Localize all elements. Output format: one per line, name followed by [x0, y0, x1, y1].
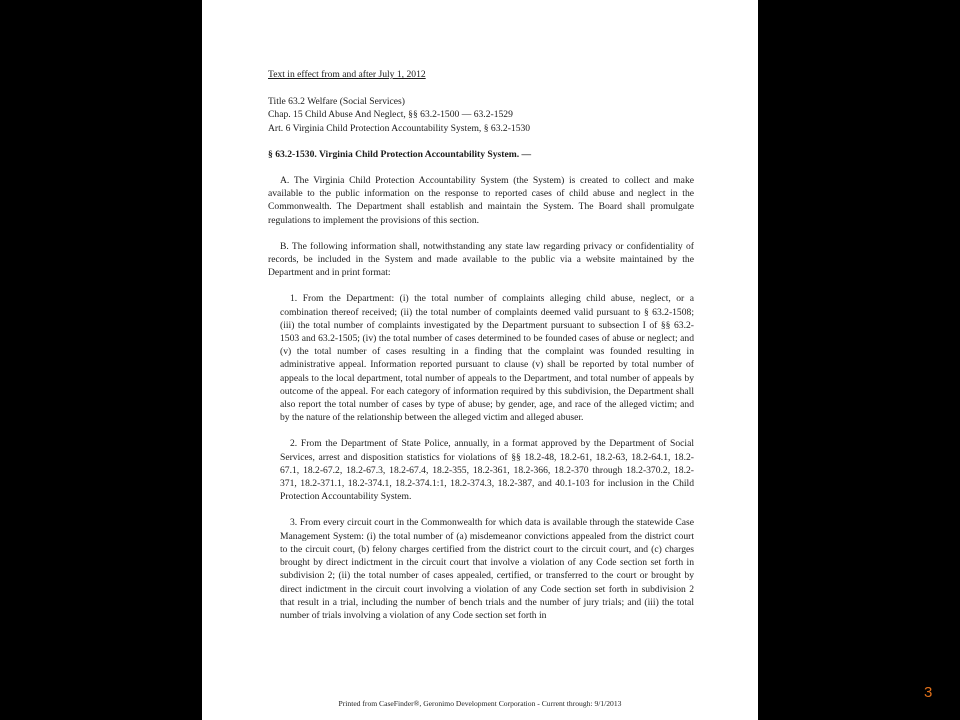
section-title: § 63.2-1530. Virginia Child Protection Accountability System. —	[268, 148, 532, 160]
title-line: Title 63.2 Welfare (Social Services)	[268, 96, 405, 108]
chapter-line: Chap. 15 Child Abuse And Neglect, §§ 63.2-1500 — 63.2-1529	[268, 109, 513, 121]
slide-number: 3	[924, 684, 933, 701]
effective-date-note: Text in effect from and after July 1, 2012	[268, 69, 426, 80]
print-footer: Printed from CaseFinder®, Geronimo Development Corporation - Current through: 9/1/2013	[338, 699, 622, 708]
article-line: Art. 6 Virginia Child Protection Accountability System, § 63.2-1530	[268, 122, 531, 134]
paragraph-b: B. The following information shall, notwithstanding any state law regarding privacy or confidentiality of records, be included in the System and made available to the public via a website maintained by the Department and in print format:	[268, 240, 694, 279]
paragraph-a: A. The Virginia Child Protection Accountability System (the System) is created to collect and make available to the public information on the response to reported cases of child abuse and neglect in the Commonwealth. The Department shall establish and maintain the System. The Board shall promulgate regulations to implement the provisions of this section.	[268, 175, 694, 226]
document-page	[202, 0, 758, 720]
list-item-2: 2. From the Department of State Police, annually, in a format approved by the Department of Social Services, arrest and disposition statistics for violations of §§ 18.2-48, 18.2-61, 18.2-63, 18.2-64.1, 18.2-67.1, 18.2-67.2, 18.2-67.3, 18.2-67.4, 18.2-355, 18.2-361, 18.2-366, 18.2-370 through 18.2-370.2, 18.2-371, 18.2-371.1, 18.2-374.1, 18.2-374.1:1, 18.2-374.3, 18.2-387, and 40.1-103 for inclusion in the Child Protection Accountability System.	[280, 438, 694, 503]
statute-heading	[268, 95, 694, 135]
list-item-3: 3. From every circuit court in the Commonwealth for which data is available through the statewide Case Management System: (i) the total number of (a) misdemeanor convictions appealed from the district court to the circuit court, (b) felony charges certified from the district court to the circuit court, and (c) charges brought by direct indictment in the circuit court that involve a violation of any Code section set forth in subdivision 2; (ii) the total number of cases appealed, certified, or transferred to the court or brought by direct indictment in the circuit court involving a violation of any Code section set forth in subdivision 2 that result in a trial, including the number of bench trials and the number of jury trials; and (iii) the total number of trials involving a violation of any Code section set forth in	[280, 517, 694, 621]
list-item-1: 1. From the Department: (i) the total number of complaints alleging child abuse, neglect, or a combination thereof received; (ii) the total number of complaints deemed valid pursuant to § 63.2-1508; (iii) the total number of complaints investigated by the Department pursuant to subsection I of §§ 63.2-1503 and 63.2-1505; (iv) the total number of cases determined to be founded cases of abuse or neglect; and (v) the total number of cases resulting in a finding that the complaint was founded resulting in administrative appeal. Information reported pursuant to clause (v) shall be reported by total number of appeals to the local department, total number of appeals to the Department, and total number of appeals by outcome of the appeal. For each category of information required by this subdivision, the Department shall also report the total number of cases by type of abuse; by gender, age, and race of the alleged victim; and by the nature of the relationship between the alleged victim and alleged abuser.	[280, 293, 694, 424]
document-content	[268, 68, 694, 635]
